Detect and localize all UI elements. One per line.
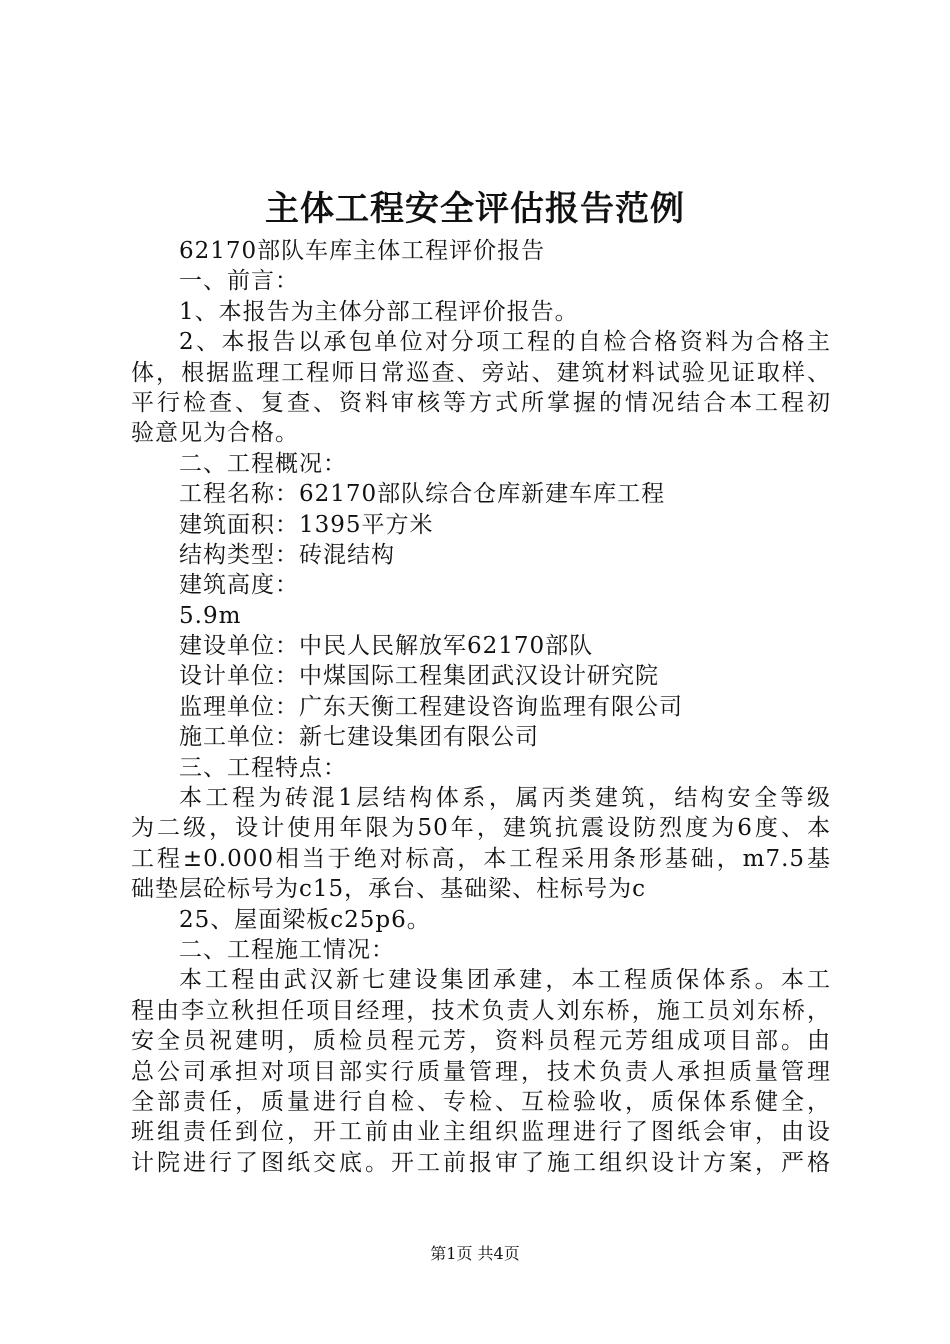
- text-line: 二、工程概况：: [179, 450, 347, 477]
- text-line: 2、本报告以承包单位对分项工程的自检合格资料为合格主: [179, 329, 831, 356]
- text-line: 平行检查、复查、资料审核等方式所掌握的情况结合本工程初: [131, 389, 831, 416]
- text-line: 结构类型：砖混结构: [179, 541, 395, 568]
- text-line: 验意见为合格。: [131, 420, 299, 447]
- text-line: 建筑高度：: [179, 572, 299, 599]
- text-line: 设计单位：中煤国际工程集团武汉设计研究院: [179, 663, 659, 690]
- text-line: 5.9m: [179, 602, 242, 629]
- text-line: 安全员祝建明，质检员程元芳，资料员程元芳组成项目部。由: [131, 1028, 831, 1055]
- text-line: 总公司承担对项目部实行质量管理，技术负责人承担质量管理: [131, 1058, 831, 1085]
- text-line: 体，根据监理工程师日常巡查、旁站、建筑材料试验见证取样、: [131, 359, 831, 386]
- text-line: 本工程为砖混1层结构体系，属丙类建筑，结构安全等级: [179, 785, 831, 812]
- document-title: 主体工程安全评估报告范例: [265, 189, 685, 229]
- text-line: 一、前言：: [179, 268, 299, 295]
- text-line: 建筑面积：1395平方米: [179, 511, 434, 538]
- text-line: 程由李立秋担任项目经理，技术负责人刘东桥，施工员刘东桥，: [131, 997, 831, 1024]
- text-line: 计院进行了图纸交底。开工前报审了施工组织设计方案，严格: [131, 1149, 831, 1176]
- text-line: 全部责任，质量进行自检、专检、互检验收，质保体系健全，: [131, 1088, 831, 1115]
- text-line: 1、本报告为主体分部工程评价报告。: [179, 298, 579, 325]
- text-line: 建设单位：中民人民解放军62170部队: [179, 633, 594, 660]
- text-line: 为二级，设计使用年限为50年，建筑抗震设防烈度为6度、本: [131, 815, 831, 842]
- text-line: 三、工程特点：: [179, 754, 347, 781]
- text-line: 工程±0.000相当于绝对标高，本工程采用条形基础，m7.5基: [131, 845, 831, 872]
- page-footer: 第1页 共4页: [430, 1244, 520, 1263]
- text-line: 25、屋面梁板c25p6。: [179, 906, 431, 933]
- text-line: 二、工程施工情况：: [179, 936, 395, 963]
- document-body: [131, 236, 831, 1178]
- text-line: 工程名称：62170部队综合仓库新建车库工程: [179, 481, 666, 508]
- text-line: 本工程由武汉新七建设集团承建，本工程质保体系。本工: [179, 967, 831, 994]
- text-line: 班组责任到位，开工前由业主组织监理进行了图纸会审，由设: [131, 1119, 831, 1146]
- text-line: 监理单位：广东天衡工程建设咨询监理有限公司: [179, 693, 683, 720]
- text-line: 62170部队车库主体工程评价报告: [179, 238, 546, 264]
- text-line: 础垫层砼标号为c15，承台、基础梁、柱标号为c: [131, 876, 647, 903]
- text-line: 施工单位：新七建设集团有限公司: [179, 724, 539, 751]
